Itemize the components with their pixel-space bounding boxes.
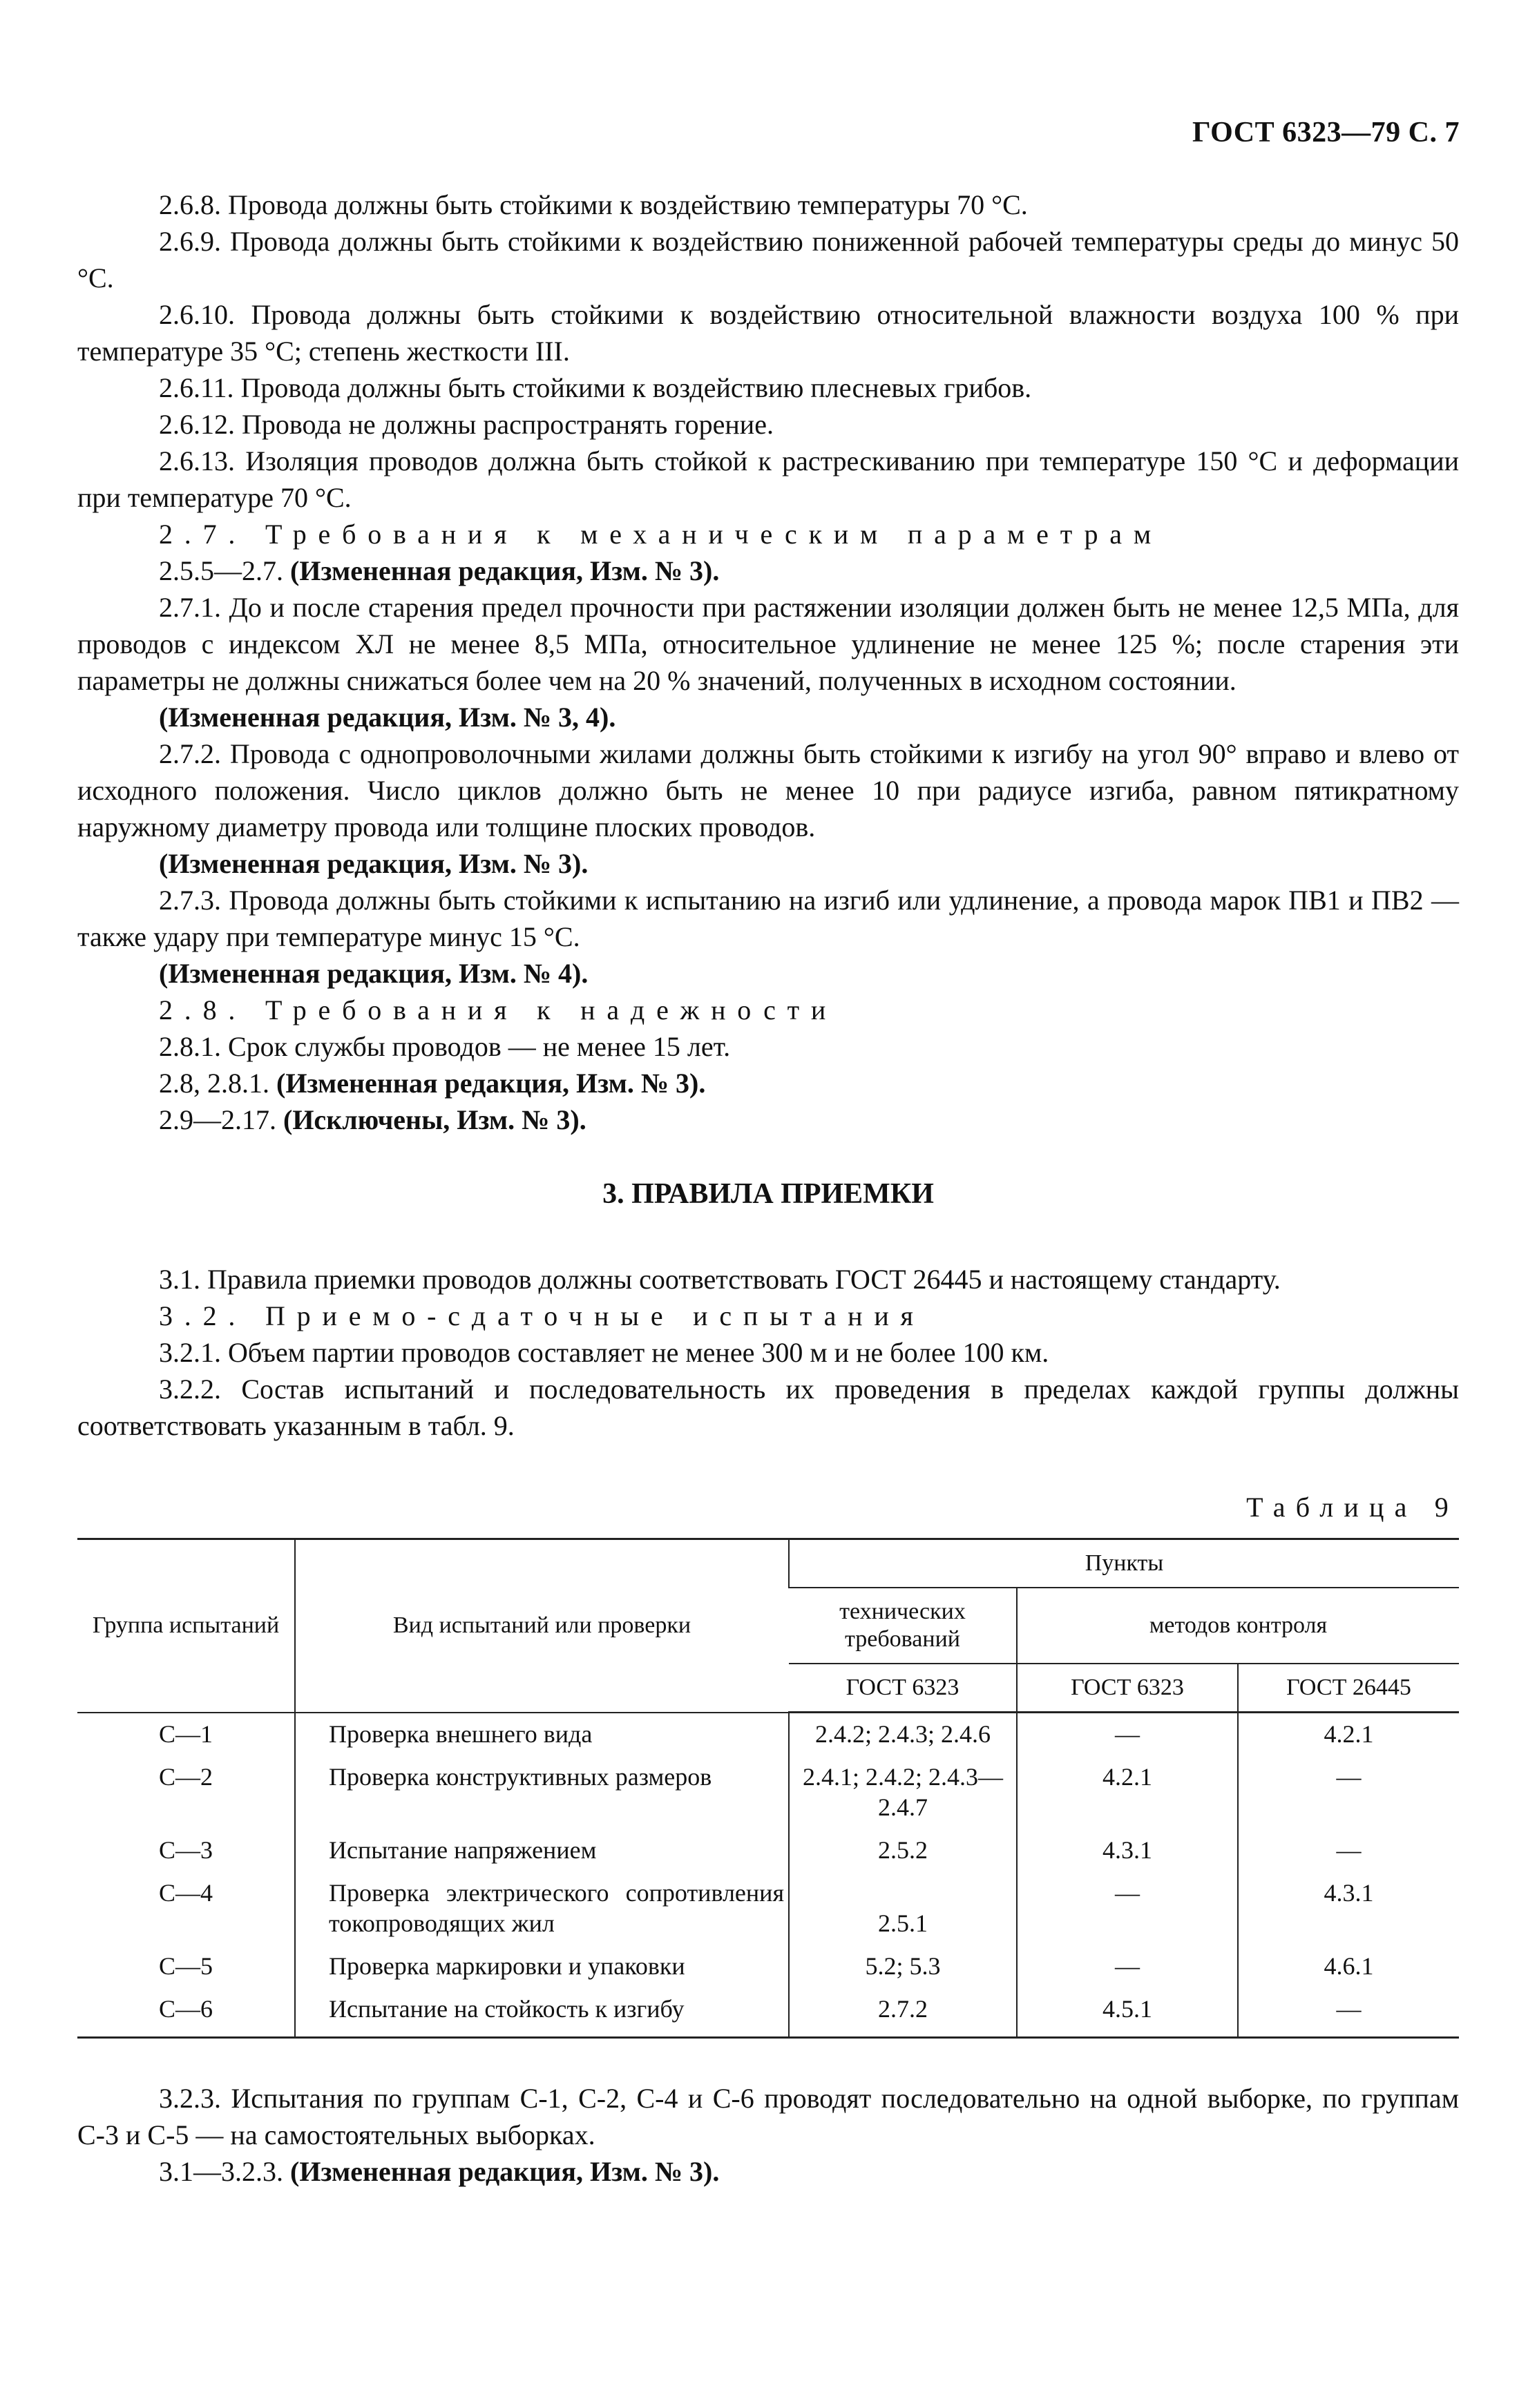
paragraph-2-7-3: 2.7.3. Провода должны быть стойкими к испытанию на изгиб или удлинение, а провода марок ПВ1 и ПВ2 — также удару при температуре минус 15 °С. (77, 885, 1459, 952)
paragraph-3-1: 3.1. Правила приемки проводов должны соответствовать ГОСТ 26445 и настоящему стандарту. (159, 1264, 1281, 1295)
table-row (77, 1713, 1459, 1757)
paragraph-2-6-9: 2.6.9. Провода должны быть стойкими к воздействию пониженной рабочей температуры среды до минус 50 °С. (77, 226, 1459, 293)
amendment-note-2-8 (77, 1065, 1459, 1101)
amendment-note-2-7-3 (77, 955, 1459, 992)
header-type: Вид испытаний или проверки (295, 1539, 789, 1713)
amendment-note-2-7-1 (77, 699, 1459, 735)
amendment-number: 2.9—2.17. (159, 1104, 276, 1135)
subsection-heading-2-7: 2.7. Требования к механическим параметрам (159, 519, 1163, 550)
table-row (77, 1988, 1459, 2038)
cell-method-6323: 4.5.1 (1017, 1988, 1238, 2038)
paragraph-3-2-2: 3.2.2. Состав испытаний и последовательность их проведения в пределах каждой группы должны соответствовать указанным в табл. 9. (77, 1374, 1459, 1441)
cell-group: С—5 (158, 1952, 213, 1980)
cell-method-6323: 4.2.1 (1017, 1756, 1238, 1829)
table-9 (77, 1538, 1459, 2039)
cell-method-26445: 4.6.1 (1238, 1945, 1459, 1988)
cell-tech: 2.4.1; 2.4.2; 2.4.3—2.4.7 (789, 1756, 1017, 1829)
paragraph-2-7-2: 2.7.2. Провода с однопроволочными жилами должны быть стойкими к изгибу на угол 90° вправо и влево от исходного положения. Число циклов должно быть не менее 10 при радиусе изгиба, равном пятикратному наружному диаметру провода или толщине плоских проводов. (77, 738, 1459, 842)
cell-tech: 2.7.2 (789, 1988, 1017, 2038)
header-tech-req: технических требований (789, 1588, 1017, 1664)
cell-tech: 2.5.2 (789, 1829, 1017, 1872)
amendment-text: (Измененная редакция, Изм. № 3). (290, 555, 720, 586)
cell-method-6323: 4.3.1 (1017, 1829, 1238, 1872)
paragraph-3-2-3: 3.2.3. Испытания по группам С-1, С-2, С-4 и С-6 проводят последовательно на одной выборке, по группам С-3 и С-5 — на самостоятельных выборках. (77, 2083, 1459, 2150)
amendment-number: 3.1—3.2.3. (159, 2156, 283, 2187)
amendment-text: (Измененная редакция, Изм. № 3). (276, 1068, 706, 1099)
paragraph-2-6-11: 2.6.11. Провода должны быть стойкими к воздействию плесневых грибов. (159, 372, 1032, 403)
paragraph-2-6-8: 2.6.8. Провода должны быть стойкими к воздействию температуры 70 °С. (159, 189, 1028, 220)
cell-tech: 5.2; 5.3 (789, 1945, 1017, 1988)
amendment-note-2-9 (77, 1101, 1459, 1138)
cell-method-26445: 4.3.1 (1238, 1872, 1459, 1945)
amendment-text: (Измененная редакция, Изм. № 4). (159, 958, 589, 989)
cell-tech: 2.5.1 (789, 1872, 1017, 1945)
paragraph-3-2-1: 3.2.1. Объем партии проводов составляет не менее 300 м и не более 100 км. (159, 1337, 1049, 1368)
cell-method-26445: — (1238, 1756, 1459, 1829)
cell-method-26445: 4.2.1 (1238, 1713, 1459, 1757)
cell-group: С—1 (158, 1720, 213, 1748)
section-title-3: 3. ПРАВИЛА ПРИЕМКИ (602, 1178, 934, 1210)
table-row (77, 1756, 1459, 1829)
table-row (77, 1829, 1459, 1872)
header-gost-tech: ГОСТ 6323 (789, 1664, 1017, 1713)
cell-type: Испытание на стойкость к изгибу (295, 1988, 789, 2038)
paragraph-2-6-10: 2.6.10. Провода должны быть стойкими к воздействию относительной влажности воздуха 100 % при температуре 35 °С; степень жесткости III. (77, 299, 1459, 367)
header-gost-26445: ГОСТ 26445 (1238, 1664, 1459, 1713)
page-header: ГОСТ 6323—79 С. 7 (1192, 117, 1460, 148)
cell-type: Проверка маркировки и упаковки (295, 1945, 789, 1988)
document-body (77, 186, 1459, 2190)
header-group: Группа испытаний (77, 1539, 295, 1713)
cell-method-6323: — (1017, 1872, 1238, 1945)
table-row (77, 1945, 1459, 1988)
cell-method-6323: — (1017, 1713, 1238, 1757)
cell-method-26445: — (1238, 1988, 1459, 2038)
amendment-note-2-5-5 (77, 552, 1459, 589)
paragraph-2-6-12: 2.6.12. Провода не должны распространять горение. (159, 409, 774, 440)
header-methods: методов контроля (1017, 1588, 1459, 1664)
amendment-text: (Измененная редакция, Изм. № 3). (290, 2156, 720, 2187)
cell-method-6323: — (1017, 1945, 1238, 1988)
table-row (77, 1872, 1459, 1945)
subsection-heading-2-8: 2.8. Требования к надежности (159, 994, 838, 1025)
amendment-text: (Измененная редакция, Изм. № 3, 4). (159, 702, 616, 733)
header-points: Пункты (789, 1539, 1459, 1588)
cell-type: Проверка конструктивных размеров (295, 1756, 789, 1829)
cell-type: Проверка электрического сопротивления токопроводящих жил (295, 1872, 789, 1945)
cell-type: Проверка внешнего вида (295, 1713, 789, 1757)
paragraph-2-7-1: 2.7.1. До и после старения предел прочности при растяжении изоляции должен быть не менее 12,5 МПа, для проводов с индексом ХЛ не менее 8,5 МПа, относительное удлинение не менее 125 %; после старения эти параметры не должны снижаться более чем на 20 % значений, полученных в исходном состоянии. (77, 592, 1459, 696)
cell-method-26445: — (1238, 1829, 1459, 1872)
cell-group: С—2 (158, 1763, 213, 1791)
amendment-number: 2.5.5—2.7. (159, 555, 283, 586)
table-caption: Таблица 9 (1246, 1492, 1459, 1523)
cell-group: С—3 (158, 1836, 213, 1864)
cell-group: С—4 (158, 1879, 213, 1907)
paragraph-2-6-13: 2.6.13. Изоляция проводов должна быть стойкой к растрескиванию при температуре 150 °С и деформации при температуре 70 °С. (77, 445, 1459, 513)
amendment-number: 2.8, 2.8.1. (159, 1068, 269, 1099)
amendment-text: (Исключены, Изм. № 3). (283, 1104, 586, 1135)
cell-type: Испытание напряжением (295, 1829, 789, 1872)
cell-group: С—6 (77, 1988, 295, 2038)
paragraph-2-8-1: 2.8.1. Срок службы проводов — не менее 15 лет. (159, 1031, 731, 1062)
header-gost-method: ГОСТ 6323 (1017, 1664, 1238, 1713)
amendment-note-2-7-2 (77, 845, 1459, 882)
amendment-text: (Измененная редакция, Изм. № 3). (159, 848, 589, 879)
cell-tech: 2.4.2; 2.4.3; 2.4.6 (789, 1713, 1017, 1757)
amendment-note-3-1 (77, 2153, 1459, 2190)
subsection-heading-3-2: 3.2. Приемо-сдаточные испытания (159, 1300, 925, 1331)
